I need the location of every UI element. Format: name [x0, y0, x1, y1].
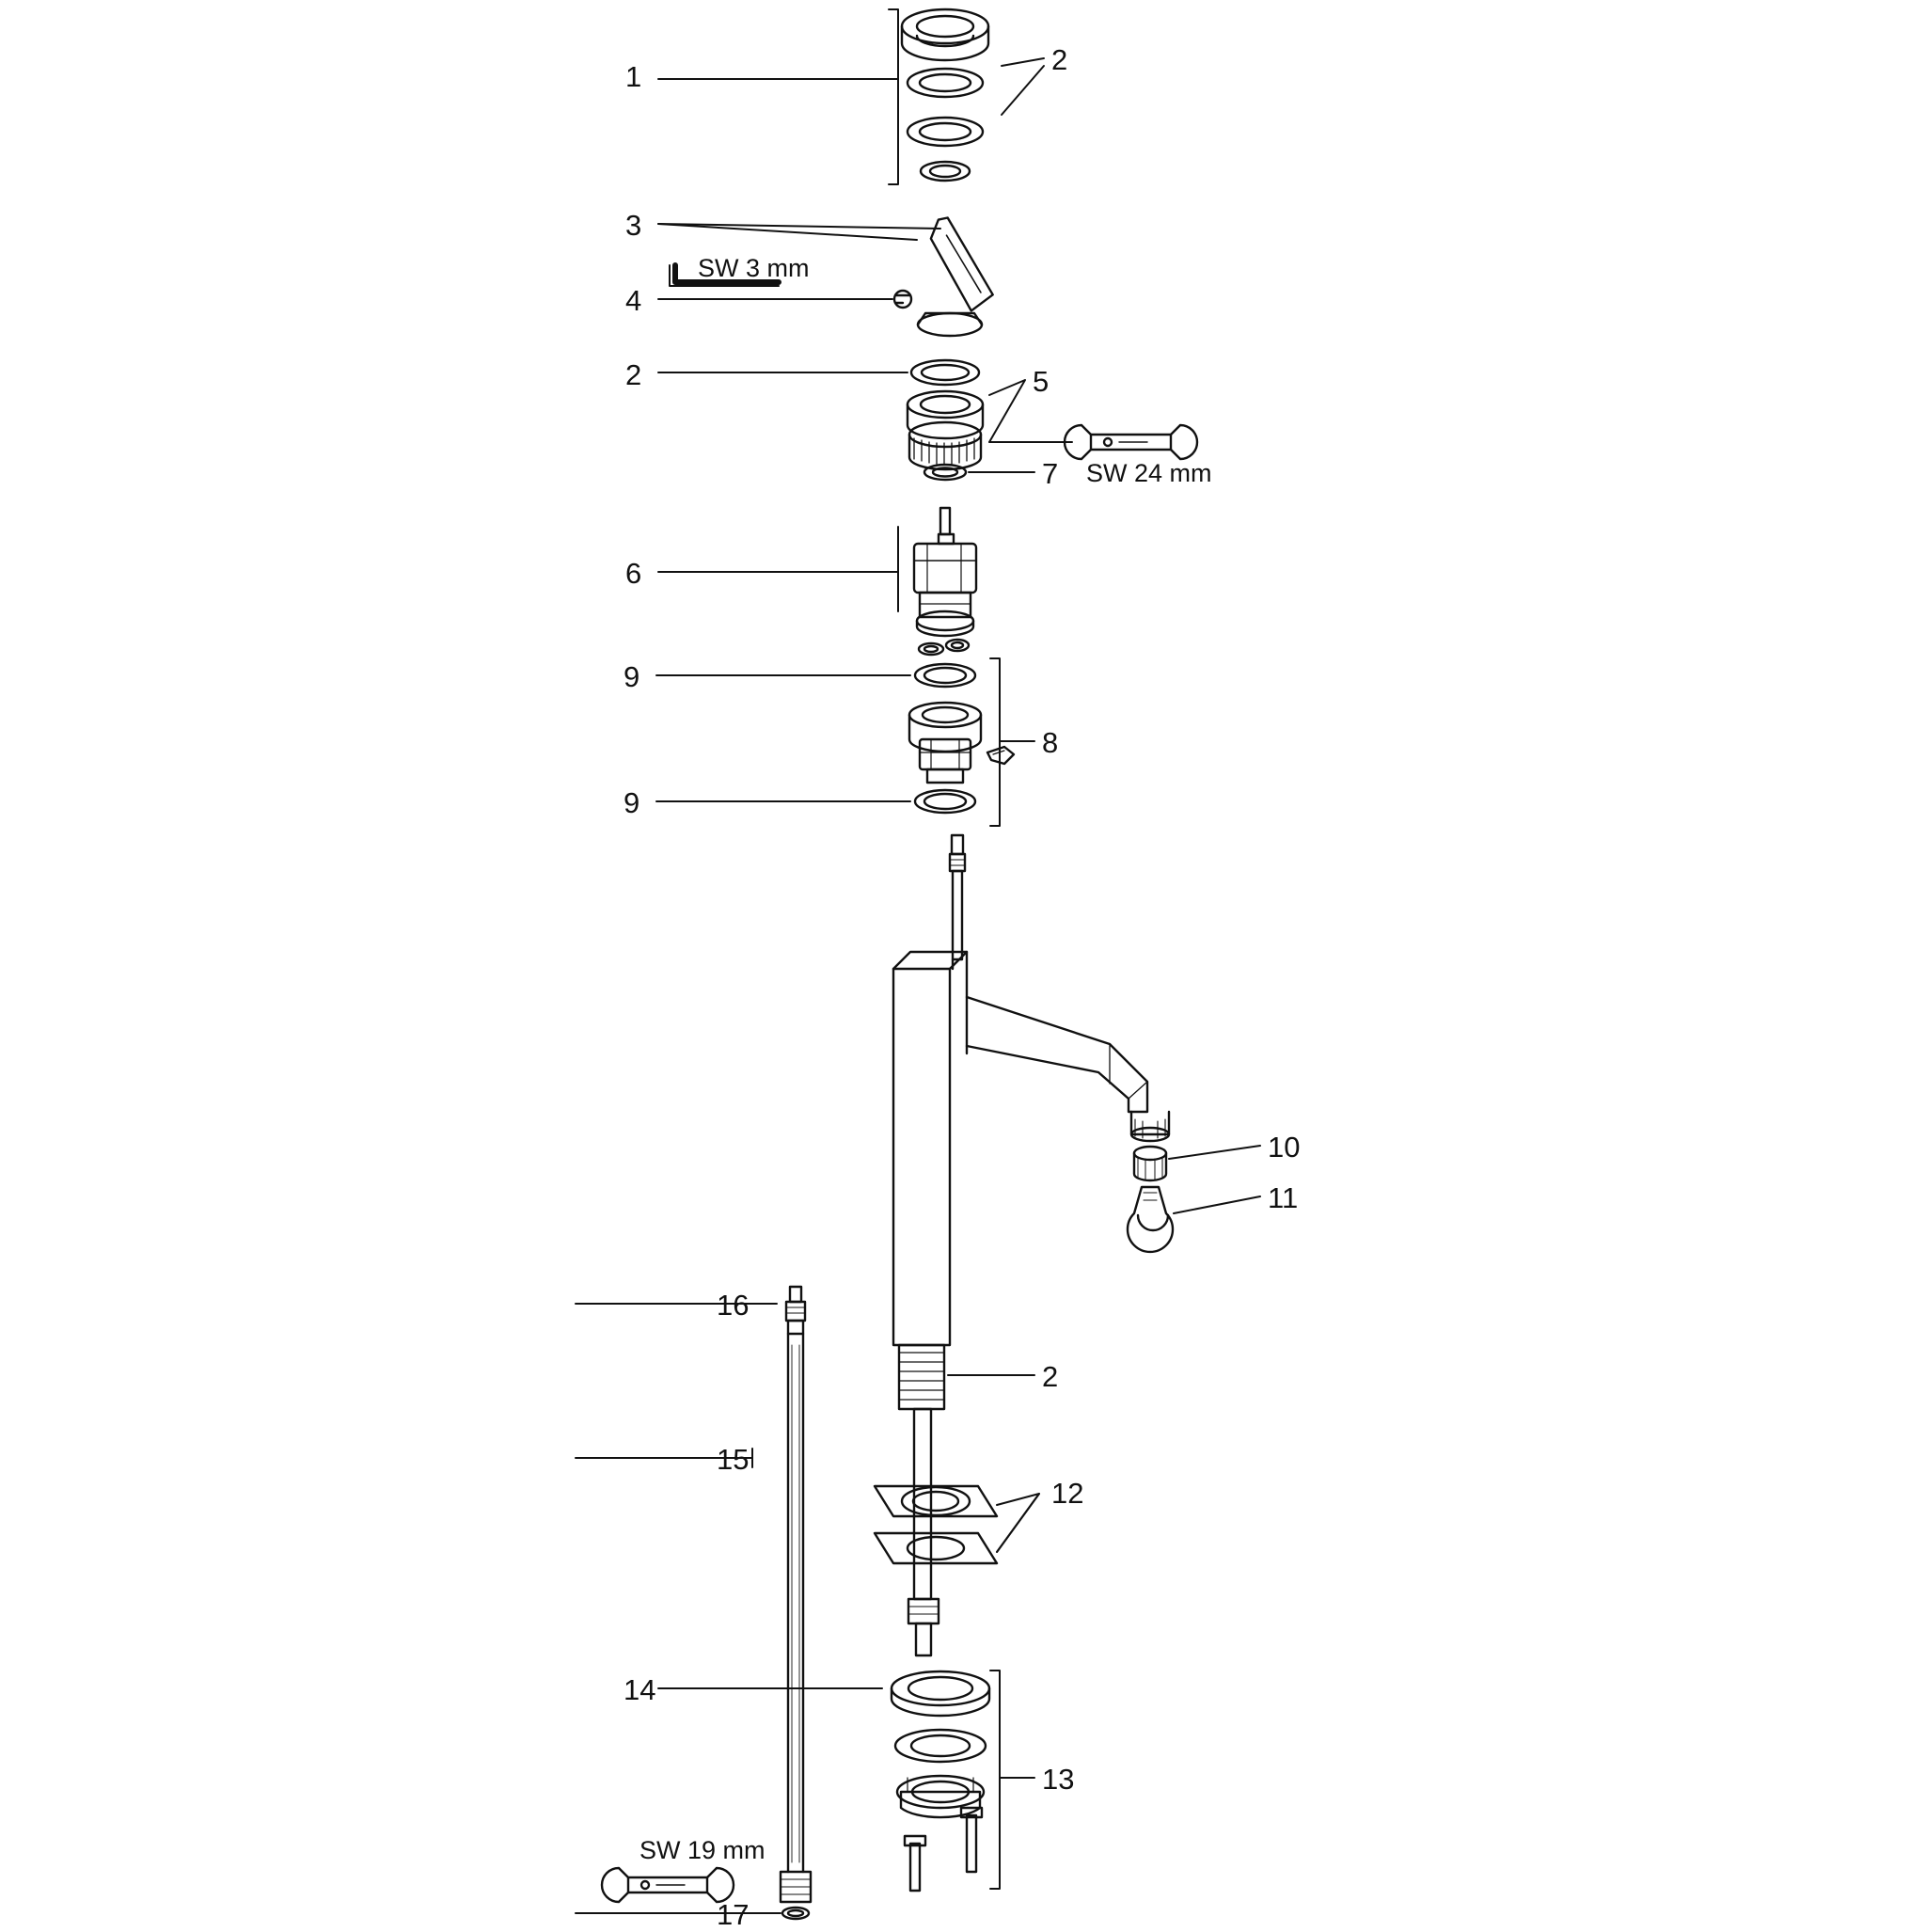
callout-10: 10	[1268, 1131, 1301, 1164]
tool-label-sw24: SW 24 mm	[1086, 459, 1212, 487]
callout-2b: 2	[625, 358, 642, 391]
tool-label-sw3: SW 3 mm	[698, 254, 810, 282]
callout-2a: 2	[1051, 43, 1068, 76]
callout-17: 17	[717, 1898, 750, 1931]
tool-label-sw19: SW 19 mm	[639, 1836, 766, 1864]
callout-15: 15	[717, 1443, 750, 1476]
callout-3: 3	[625, 209, 642, 242]
callout-4: 4	[625, 284, 642, 317]
part-group-6	[658, 508, 976, 655]
faucet-body	[875, 835, 1260, 1655]
wrench-19mm	[602, 1868, 734, 1902]
part-group-5	[658, 360, 1072, 469]
callout-9b: 9	[624, 786, 640, 819]
callout-11: 11	[1268, 1181, 1299, 1214]
callout-2c: 2	[1042, 1360, 1059, 1393]
callout-7: 7	[1042, 457, 1059, 490]
callout-13: 13	[1042, 1763, 1075, 1796]
callout-8: 8	[1042, 726, 1059, 759]
callout-5: 5	[1033, 365, 1050, 398]
callout-6: 6	[625, 557, 642, 590]
callout-14: 14	[624, 1673, 656, 1706]
part-group-8	[656, 658, 1034, 826]
callout-1: 1	[625, 60, 642, 93]
wrench-24mm	[1065, 425, 1197, 459]
flexible-hose	[576, 1287, 811, 1919]
callout-16: 16	[717, 1289, 750, 1322]
callout-12: 12	[1051, 1477, 1084, 1510]
part-group-1	[658, 9, 1044, 184]
callout-9a: 9	[624, 660, 640, 693]
part-group-7	[924, 465, 1034, 480]
